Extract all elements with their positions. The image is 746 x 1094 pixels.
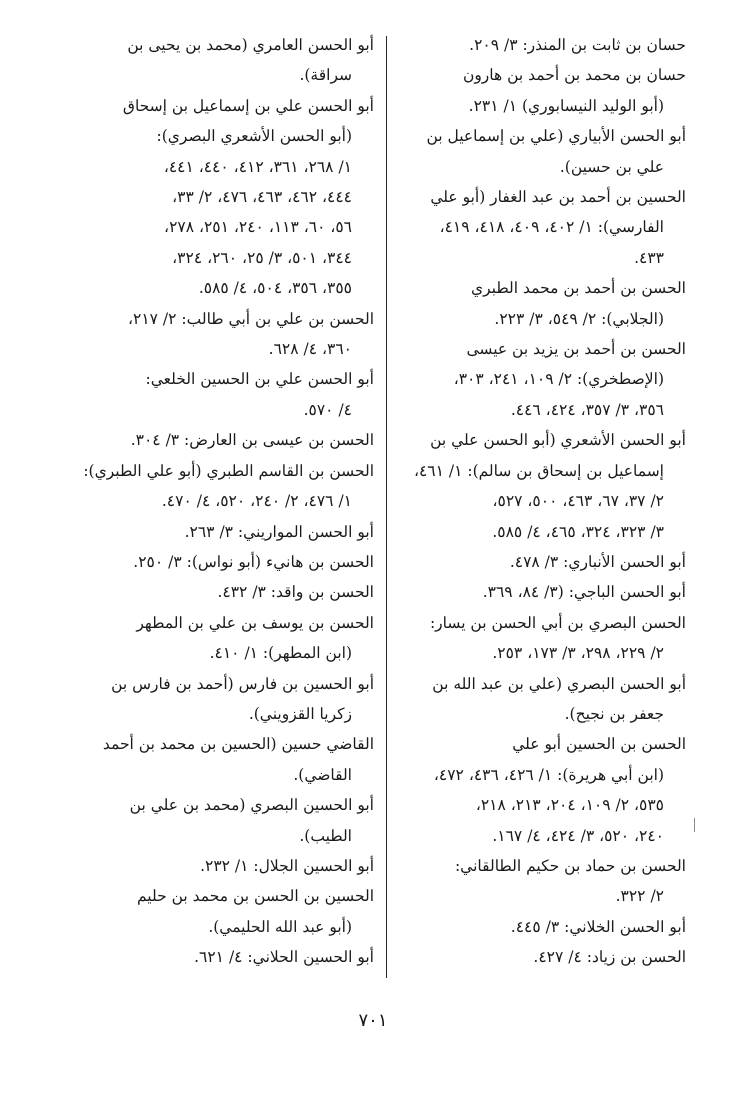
- index-entry: [390, 912, 686, 942]
- index-entry: [78, 30, 374, 91]
- index-column-right: [390, 30, 686, 973]
- index-entry-line: ٥٦، ٦٠، ١١٣، ٢٤٠، ٢٥١، ٢٧٨،: [164, 218, 352, 237]
- index-entry: [390, 577, 686, 607]
- index-entry: [78, 577, 374, 607]
- index-entry-line: أبو الحسن الخلاني: ٣/ ٤٤٥.: [510, 917, 686, 936]
- index-entry-line: الحسن بن يوسف بن علي بن المطهر: [136, 613, 374, 632]
- index-entry-line: الحسن بن أحمد بن يزيد بن عيسى: [466, 340, 686, 359]
- index-column-left: [78, 30, 374, 973]
- index-entry-line: الحسن بن واقد: ٣/ ٤٣٢.: [217, 583, 374, 602]
- index-entry-line: ٣٦٠، ٤/ ٦٢٨.: [268, 340, 352, 359]
- index-entry-line: الفارسي): ١/ ٤٠٢، ٤٠٩، ٤١٨، ٤١٩،: [439, 218, 664, 237]
- index-entry-line: (الجلابي): ٢/ ٥٤٩، ٣/ ٢٢٣.: [494, 309, 664, 328]
- index-entry-line: الحسن بن أحمد بن محمد الطبري: [470, 279, 686, 298]
- index-entry-line: ٣٤٤، ٥٠١، ٣/ ٢٥، ٢٦٠، ٣٢٤،: [172, 248, 352, 267]
- margin-mark: [694, 818, 696, 832]
- index-entry: [78, 304, 374, 365]
- index-entry-line: ١/ ٢٦٨، ٣٦١، ٤١٢، ٤٤٠، ٤٤١،: [163, 157, 352, 176]
- index-entry-line: الحسن بن علي بن أبي طالب: ٢/ ٢١٧،: [128, 309, 374, 328]
- index-entry-line: الحسن بن هانيء (أبو نواس): ٣/ ٢٥٠.: [133, 552, 374, 571]
- index-entry-line: أبو الحسن المواريني: ٣/ ٢٦٣.: [184, 522, 374, 541]
- index-entry-line: ٢/ ٢٢٩، ٢٩٨، ٣/ ١٧٣، ٢٥٣.: [492, 644, 664, 663]
- index-entry-line: ٢/ ٣٢٢.: [615, 887, 664, 906]
- index-entry-line: إسماعيل بن إسحاق بن سالم): ١/ ٤٦١،: [413, 461, 664, 480]
- index-entry-line: ٣٥٦، ٣/ ٣٥٧، ٤٢٤، ٤٤٦.: [510, 400, 664, 419]
- index-entry: [390, 273, 686, 334]
- index-entry-line: أبو الحسن العامري (محمد بن يحيى بن: [127, 36, 374, 54]
- index-entry: [390, 547, 686, 577]
- index-entry-line: جعفر بن نجيح).: [564, 704, 664, 723]
- index-entry-line: ٣/ ٣٢٣، ٣٢٤، ٤٦٥، ٤/ ٥٨٥.: [492, 522, 664, 541]
- index-entry-line: القاضي).: [293, 765, 352, 784]
- index-entry-line: ٣٥٥، ٣٥٦، ٥٠٤، ٤/ ٥٨٥.: [198, 279, 352, 298]
- index-entry: [390, 851, 686, 912]
- index-entry: [78, 91, 374, 304]
- index-entry-line: زكريا القزويني).: [248, 704, 352, 723]
- index-entry-line: أبو الحسين بن فارس (أحمد بن فارس بن: [111, 674, 374, 693]
- index-entry: [78, 942, 374, 972]
- index-entry-line: (أبو الوليد النيسابوري) ١/ ٢٣١.: [468, 96, 664, 115]
- index-entry-line: أبو الحسن علي بن الحسين الخلعي:: [145, 370, 374, 389]
- index-entry-line: أبو الحسن الباجي: (٣/ ٨٤، ٣٦٩.: [482, 583, 686, 602]
- index-entry-line: (ابن المطهر): ١/ ٤١٠.: [209, 644, 352, 663]
- index-entry: [78, 790, 374, 851]
- index-entry: [390, 121, 686, 182]
- index-entry-line: ٢٤٠، ٥٢٠، ٣/ ٤٢٤، ٤/ ١٦٧.: [492, 826, 664, 845]
- index-entry-line: (ابن أبي هريرة): ١/ ٤٢٦، ٤٣٦، ٤٧٢،: [433, 765, 664, 784]
- index-entry-line: الحسن بن الحسين أبو علي: [512, 735, 686, 754]
- index-entry-line: أبو الحسن الأبياري (علي بن إسماعيل بن: [426, 127, 686, 146]
- index-entry-line: ١/ ٤٧٦، ٢/ ٢٤٠، ٥٢٠، ٤/ ٤٧٠.: [161, 492, 352, 511]
- index-entry: [78, 608, 374, 669]
- index-entry: [78, 547, 374, 577]
- index-entry-line: ٤٣٣.: [634, 248, 664, 267]
- index-entry: [78, 669, 374, 730]
- index-entry-line: أبو الحسين البصري (محمد بن علي بن: [129, 796, 374, 815]
- index-entry-line: أبو الحسين الحلاني: ٤/ ٦٢١.: [194, 948, 374, 967]
- index-entry: [78, 881, 374, 942]
- index-entry-line: ٤/ ٥٧٠.: [303, 400, 352, 419]
- index-page: [78, 30, 686, 980]
- index-entry-line: حسان بن محمد بن أحمد بن هارون: [462, 66, 686, 85]
- index-entry-line: الطيب).: [299, 826, 352, 845]
- index-entry-line: أبو الحسن الأشعري (أبو الحسن علي بن: [430, 431, 686, 450]
- index-entry: [78, 456, 374, 517]
- index-entry: [78, 425, 374, 455]
- index-entry: [390, 182, 686, 273]
- index-entry: [390, 669, 686, 730]
- index-entry-line: الحسن بن عيسى بن العارض: ٣/ ٣٠٤.: [130, 431, 374, 450]
- index-entry: [390, 30, 686, 60]
- index-entry: [78, 517, 374, 547]
- index-entry: [78, 364, 374, 425]
- index-entry-line: الحسن البصري بن أبي الحسن بن يسار:: [429, 613, 686, 632]
- index-entry-line: الحسن بن حماد بن حكيم الطالقاني:: [454, 856, 686, 875]
- index-entry-line: سراقة).: [299, 66, 352, 85]
- index-entry-line: أبو الحسن البصري (علي بن عبد الله بن: [432, 674, 686, 693]
- index-entry-line: أبو الحسن الأنباري: ٣/ ٤٧٨.: [509, 552, 686, 571]
- index-entry: [390, 729, 686, 851]
- index-entry: [390, 608, 686, 669]
- index-entry-line: (الإصطخري): ٢/ ١٠٩، ٢٤١، ٣٠٣،: [453, 370, 664, 389]
- index-entry-line: الحسين بن الحسن بن محمد بن حليم: [136, 887, 374, 906]
- index-entry: [78, 851, 374, 881]
- index-entry: [390, 334, 686, 425]
- index-entry: [78, 729, 374, 790]
- index-entry: [390, 942, 686, 972]
- index-entry-line: الحسين بن أحمد بن عبد الغفار (أبو علي: [430, 188, 686, 207]
- index-entry-line: أبو الحسين الجلال: ١/ ٢٣٢.: [200, 856, 374, 875]
- index-entry-line: ٢/ ٣٧، ٦٧، ٤٦٣، ٥٠٠، ٥٢٧،: [492, 492, 664, 511]
- index-entry-line: (أبو عبد الله الحليمي).: [208, 917, 352, 936]
- index-entry-line: (أبو الحسن الأشعري البصري):: [156, 127, 352, 146]
- index-entry-line: الحسن بن القاسم الطبري (أبو علي الطبري):: [83, 461, 374, 480]
- index-entry-line: القاضي حسين (الحسين بن محمد بن أحمد: [102, 735, 374, 754]
- index-entry-line: حسان بن ثابت بن المنذر: ٣/ ٢٠٩.: [469, 36, 686, 54]
- index-entry: [390, 425, 686, 547]
- index-entry-line: أبو الحسن علي بن إسماعيل بن إسحاق: [122, 96, 374, 115]
- page-number: ٧٠١: [358, 1010, 388, 1031]
- index-entry-line: علي بن حسين).: [559, 157, 664, 176]
- index-entry: [390, 60, 686, 121]
- index-entry-line: ٤٤٤، ٤٦٢، ٤٦٣، ٤٧٦، ٢/ ٣٣،: [172, 188, 352, 207]
- column-divider: [386, 36, 387, 978]
- index-entry-line: ٥٣٥، ٢/ ١٠٩، ٢٠٤، ٢١٣، ٢١٨،: [475, 796, 664, 815]
- index-entry-line: الحسن بن زياد: ٤/ ٤٢٧.: [533, 948, 686, 967]
